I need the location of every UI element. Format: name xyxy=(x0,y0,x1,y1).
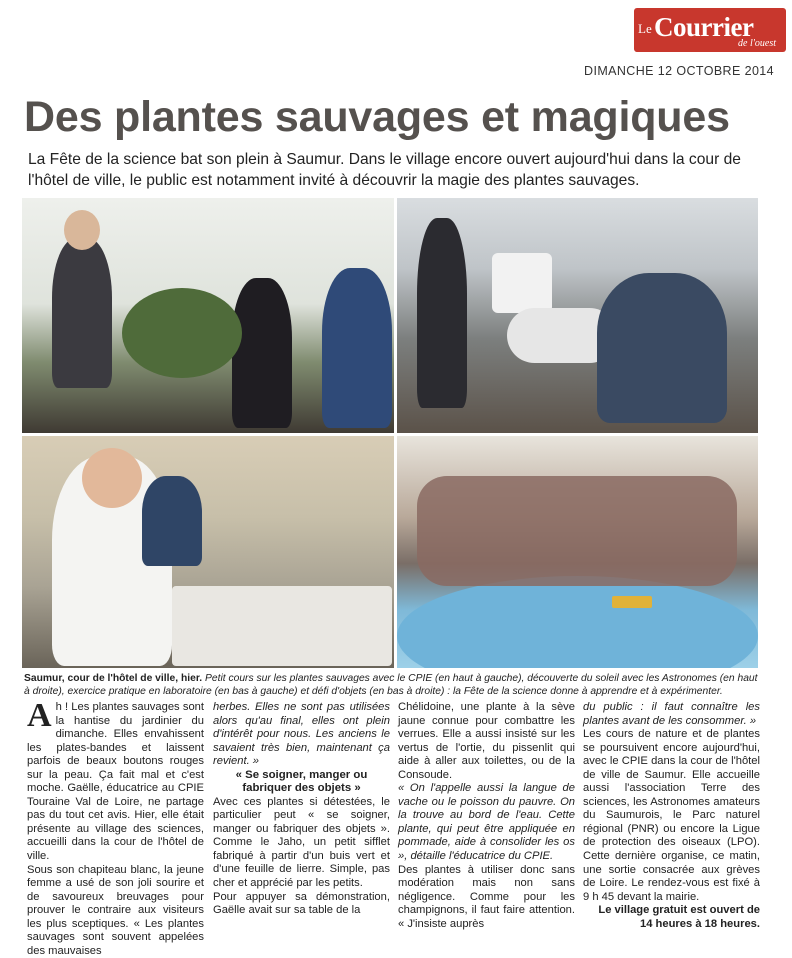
paragraph: Ah ! Les plantes sauvages sont la hantise du jardinier du dimanche. Elles envahissent les plates-bandes et laissent parfois de beaux boutons rouges sur la peau. Ça fait mal et c'est moche. Gaëlle, éducatrice au CPIE Touraine Val de Loire, ne partage pas du tout cet avis. Hier, elle était présente au village des sciences, accueilli dans la cour de l'hôtel de ville. xyxy=(27,697,204,863)
article-column-2 xyxy=(213,701,390,918)
newspaper-logo xyxy=(634,8,786,52)
photo-caption: Saumur, cour de l'hôtel de ville, hier. Petit cours sur les plantes sauvages avec le CPIE (en haut à gauche), découverte du soleil avec les Astronomes (en haut à droite), exercice pratique en laboratoire (en bas à gauche) et défi d'objets (en bas à droite) : la Fête de la science donne à apprendre et à expérimenter. xyxy=(24,673,758,697)
paragraph: « On l'appelle aussi la langue de vache ou le poisson du pauvre. On la trouve au bord de l'eau. Cette plante, qui peut être appliquée en pommade, aide à consolider les os », détaille l'éducatrice du CPIE. xyxy=(398,782,575,863)
paragraph: Chélidoine, une plante à la sève jaune connue pour combattre les verrues. Elle a aussi insisté sur les vertus de l'ortie, du pissenlit qui aide à aller aux toilettes, ou de la Consoude. xyxy=(398,701,575,781)
paragraph: Des plantes à utiliser donc sans modération mais non sans négligence. Comme pour les champignons, il faut faire attention. « J'insiste auprès xyxy=(398,863,575,930)
paragraph: du public : il faut connaître les plantes avant de les consommer. » xyxy=(583,701,760,727)
article-column-1 xyxy=(27,697,204,958)
paragraph: Sous son chapiteau blanc, la jeune femme a usé de son joli sourire et de savoureux breuvages pour prouver le contraire aux visiteurs les plus sceptiques. « Les plantes sauvages sont souvent appelées des mauvaises xyxy=(27,863,204,957)
dropcap: A xyxy=(27,697,52,734)
issue-date: DIMANCHE 12 OCTOBRE 2014 xyxy=(584,64,774,78)
photo-plants-workshop xyxy=(22,198,394,433)
closing-note: Le village gratuit est ouvert de 14 heures à 18 heures. xyxy=(598,904,760,930)
photo-object-challenge xyxy=(397,436,758,668)
article-column-4 xyxy=(583,701,760,931)
photo-laboratory xyxy=(22,436,394,668)
paragraph: herbes. Elles ne sont pas utilisées alors qu'au final, elles ont plein d'intérêt pour nous. Les anciens le savaient très bien, maintenant ça revient. » xyxy=(213,701,390,768)
paragraph: Pour appuyer sa démonstration, Gaëlle avait sur sa table de la xyxy=(213,890,390,917)
logo-subtitle: de l'ouest xyxy=(738,38,776,49)
article-headline: Des plantes sauvages et magiques xyxy=(24,93,730,141)
paragraph: Avec ces plantes si détestées, le particulier peut « se soigner, manger ou fabriquer des objets ». Comme le Jaho, un petit sifflet fabriqué à partir d'un buis vert et d'une feuille de lierre. Simple, pas cher et apprécié par les petits. xyxy=(213,795,390,890)
logo-name: Courrier xyxy=(654,12,754,42)
logo-le: Le xyxy=(638,21,652,36)
article-subheading: « Se soigner, manger ou fabriquer des objets » xyxy=(235,768,368,795)
article-column-3 xyxy=(398,701,575,931)
article-lead: La Fête de la science bat son plein à Saumur. Dans le village encore ouvert aujourd'hui dans la cour de l'hôtel de ville, le public est notamment invité à découvrir la magie des plantes sauvages. xyxy=(28,151,741,189)
paragraph: Les cours de nature et de plantes se poursuivent encore aujourd'hui, avec le CPIE dans la cour de l'hôtel de ville de Saumur. Elle accueille aussi l'association Terre des sciences, les Astronomes amateurs du Saumurois, le Parc naturel régional (PNR) ou encore la Ligue de protection des oiseaux (LPO). Cette dernière organise, ce matin, une sortie consacrée aux grèves de Loire. Le rendez-vous est fixé à 9 h 45 devant la mairie. xyxy=(583,728,760,903)
photo-astronomers-sun xyxy=(397,198,758,433)
